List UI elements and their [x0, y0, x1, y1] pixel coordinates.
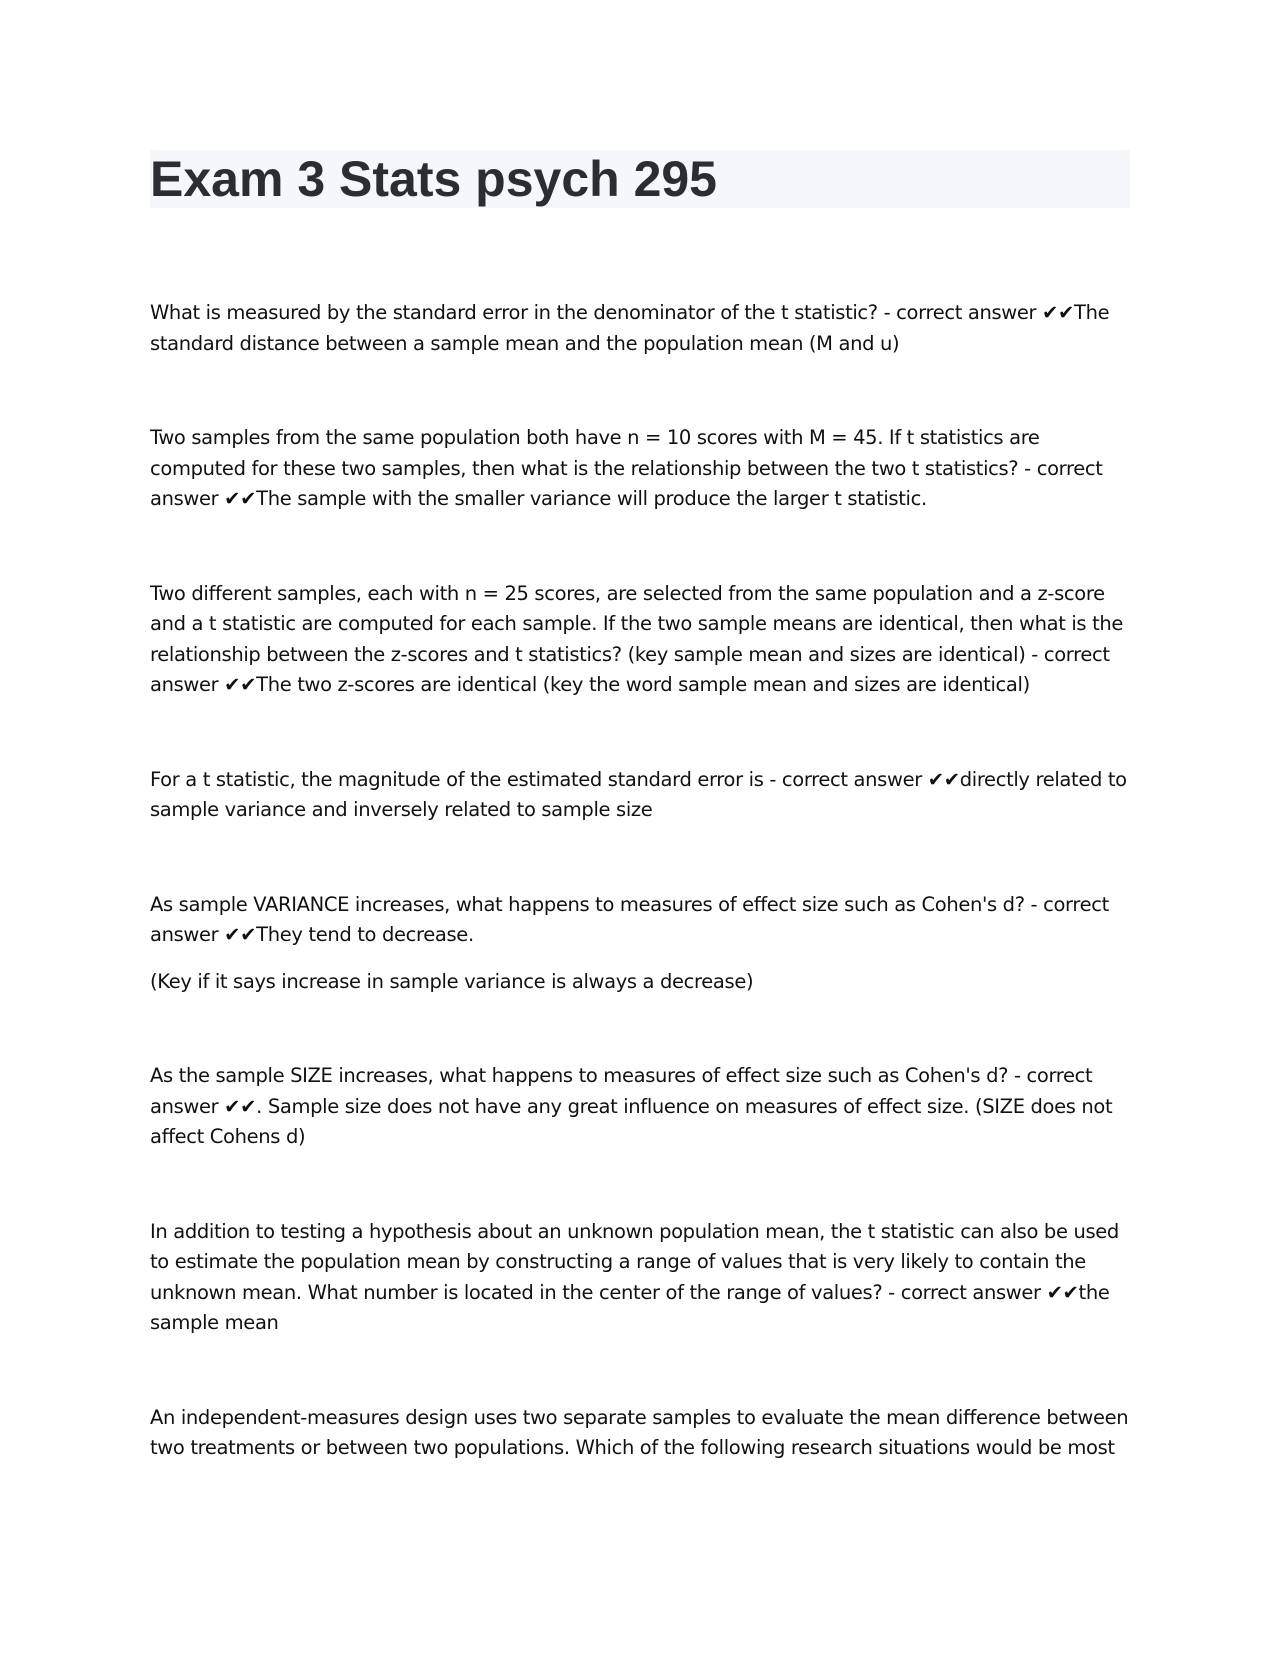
qa-paragraph: Two different samples, each with n = 25 scores, are selected from the same population and a z-score and a t statistic are computed for each sample. If the two sample means are identical, then what is the relationship between the z-scores and t statistics? (key sample mean and sizes are identical) - correct answer ✔✔The two z-scores are identical (key the word sample mean and sizes are identical)	[150, 581, 1124, 696]
qa-note: (Key if it says increase in sample variance is always a decrease)	[150, 969, 754, 993]
document-title: Exam 3 Stats psych 295	[150, 151, 717, 207]
qa-item-4	[150, 765, 1135, 826]
qa-paragraph: What is measured by the standard error in the denominator of the t statistic? - correct answer ✔✔The standard distance between a sample mean and the population mean (M and u)	[150, 301, 1110, 355]
qa-item-3	[150, 579, 1135, 701]
document-body	[150, 298, 1135, 1528]
qa-item-2	[150, 423, 1135, 515]
qa-paragraph: As sample VARIANCE increases, what happens to measures of effect size such as Cohen's d? - correct answer ✔✔They tend to decrease.	[150, 892, 1109, 946]
qa-item-1	[150, 298, 1135, 359]
qa-paragraph: An independent-measures design uses two separate samples to evaluate the mean difference between two treatments or between two populations. Which of the following research situations would be most	[150, 1405, 1129, 1459]
qa-paragraph: As the sample SIZE increases, what happens to measures of effect size such as Cohen's d? - correct answer ✔✔. Sample size does not have any great influence on measures of effect size. (SIZE does not affect Cohens d)	[150, 1064, 1113, 1148]
qa-paragraph: For a t statistic, the magnitude of the estimated standard error is - correct answer ✔✔directly related to sample variance and inversely related to sample size	[150, 767, 1127, 821]
qa-paragraph: In addition to testing a hypothesis about an unknown population mean, the t statistic can also be used to estimate the population mean by constructing a range of values that is very likely to contain the unknown mean. What number is located in the center of the range of values? - correct answer ✔✔the sample mean	[150, 1219, 1119, 1334]
qa-item-8	[150, 1403, 1135, 1464]
qa-item-5	[150, 890, 1135, 998]
qa-item-7	[150, 1217, 1135, 1339]
qa-item-6	[150, 1061, 1135, 1153]
qa-paragraph: Two samples from the same population both have n = 10 scores with M = 45. If t statistics are computed for these two samples, then what is the relationship between the two t statistics? - correct answer ✔✔The sample with the smaller variance will produce the larger t statistic.	[150, 426, 1103, 510]
